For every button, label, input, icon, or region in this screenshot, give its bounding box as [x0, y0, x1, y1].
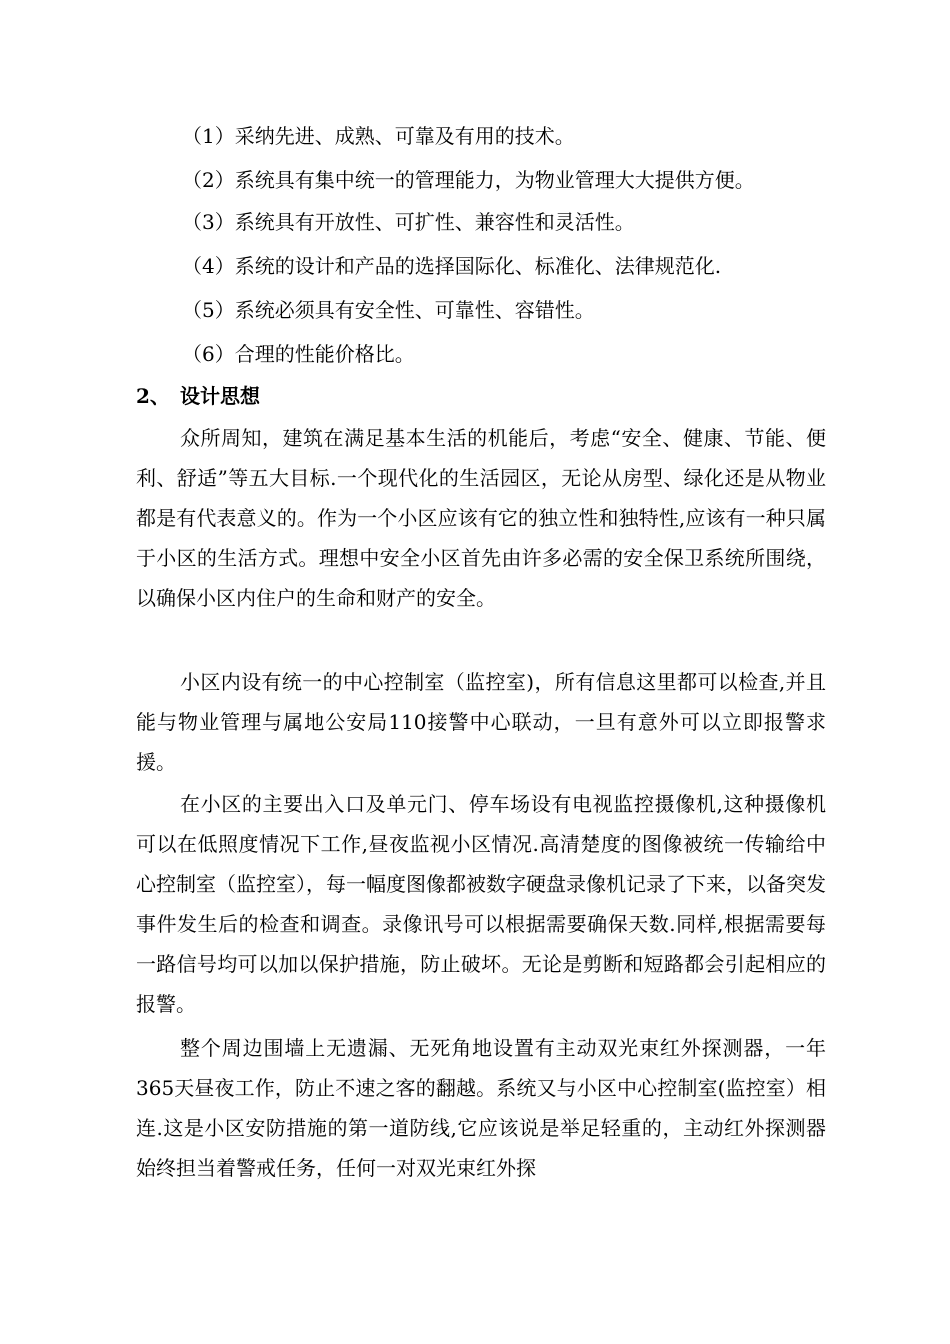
principle-item-6: （6）合理的性能价格比。 — [182, 342, 415, 366]
section-number: 2、 — [136, 384, 170, 408]
paragraph-2: 小区内设有统一的中心控制室（监控室)，所有信息这里都可以检查,并且能与物业管理与属地公安局110接警中心联动，一旦有意外可以立即报警求援。 — [136, 670, 826, 774]
paragraph-3: 在小区的主要出入口及单元门、停车场设有电视监控摄像机,这种摄像机可以在低照度情况下工作,昼夜监视小区情况.高清楚度的图像被统一传输给中心控制室（监控室），每一幅度图像都被数字硬盘录像机记录了下来，以备突发事件发生后的检查和调查。录像讯号可以根据需要确保天数.同样,根据需要每一路信号均可以加以保护措施，防止破坏。无论是剪断和短路都会引起相应的报警。 — [136, 792, 826, 1016]
section-title: 设计思想 — [180, 384, 260, 408]
paragraph-4: 整个周边围墙上无遗漏、无死角地设置有主动双光束红外探测器，一年365天昼夜工作，防止不速之客的翻越。系统又与小区中心控制室(监控室）相连.这是小区安防措施的第一道防线,它应该说是举足轻重的，主动红外探测器始终担当着警戒任务，任何一对双光束红外探 — [136, 1036, 826, 1180]
principle-item-5: （5）系统必须具有安全性、可靠性、容错性。 — [182, 298, 595, 322]
principle-item-2: （2）系统具有集中统一的管理能力，为物业管理大大提供方便。 — [182, 168, 755, 192]
principle-item-4: （4）系统的设计和产品的选择国际化、标准化、法律规范化. — [182, 254, 722, 278]
paragraph-1: 众所周知，建筑在满足基本生活的机能后，考虑“安全、健康、节能、便利、舒适”等五大目标.一个现代化的生活园区，无论从房型、绿化还是从物业都是有代表意义的。作为一个小区应该有它的独立性和独特性,应该有一种只属于小区的生活方式。理想中安全小区首先由许多必需的安全保卫系统所围绕，以确保小区内住户的生命和财产的安全。 — [136, 426, 826, 610]
principle-item-3: （3）系统具有开放性、可扩性、兼容性和灵活性。 — [182, 210, 635, 234]
principle-item-1: （1）采纳先进、成熟、可靠及有用的技术。 — [182, 124, 575, 148]
section-heading — [136, 382, 260, 410]
